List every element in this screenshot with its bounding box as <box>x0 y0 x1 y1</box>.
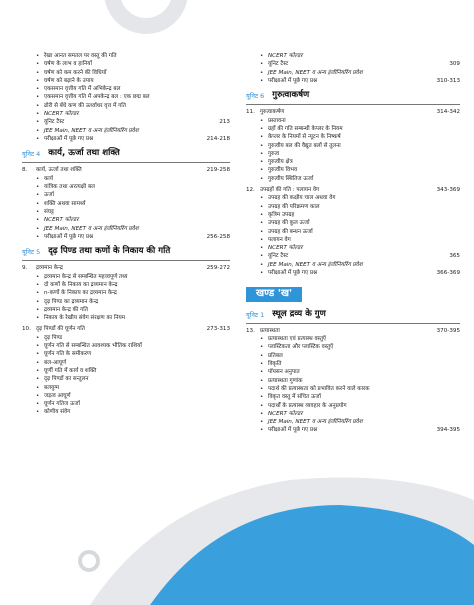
toc-item-text: ऊर्जा <box>44 192 54 199</box>
toc-item[interactable] <box>246 219 460 227</box>
toc-item[interactable] <box>246 133 460 141</box>
toc-item[interactable] <box>246 352 460 360</box>
bullet-icon: • <box>260 220 264 227</box>
bullet-icon: • <box>36 334 40 341</box>
bullet-icon: • <box>36 102 40 109</box>
toc-item-text: JEE Main, NEET व अन्य इंजीनियरिंग प्रवेश <box>268 419 363 426</box>
toc-item-text: उपग्रह की बन्धन ऊर्जा <box>268 228 313 235</box>
toc-item-text: घर्षण के लाभ व हानियाँ <box>44 61 92 68</box>
toc-item-text: उपग्रह की कुल ऊर्जा <box>268 220 310 227</box>
toc-item-text: NCERT फोल्डर <box>44 217 79 224</box>
toc-item-text: n-कणों के निकाय का द्रव्यमान केन्द्र <box>44 290 117 297</box>
chapter-items <box>246 335 460 435</box>
toc-item-text: NCERT फोल्डर <box>268 410 303 417</box>
chapter-number: 9. <box>22 265 28 272</box>
toc-item-text: परीक्षाओं में पूछे गए प्रश्न <box>268 427 318 434</box>
toc-item-text: परीक्षाओं में पूछे गए प्रश्न <box>44 233 94 240</box>
chapter-title: द्रव्यमान केन्द्र <box>36 265 63 272</box>
toc-item[interactable] <box>246 52 460 60</box>
bullet-icon: • <box>260 61 264 68</box>
top-arc-decoration <box>0 0 474 60</box>
chapter-items <box>22 175 230 241</box>
bullet-icon: • <box>36 200 40 207</box>
bullet-icon: • <box>36 367 40 374</box>
bullet-icon: • <box>36 77 40 84</box>
toc-item[interactable] <box>246 125 460 133</box>
bullet-icon: • <box>36 384 40 391</box>
toc-item-text: NCERT फोल्डर <box>268 245 303 252</box>
bullet-icon: • <box>36 94 40 101</box>
toc-item[interactable] <box>246 368 460 376</box>
folder-list <box>22 110 230 143</box>
unit-heading <box>22 148 230 159</box>
toc-item-text: JEE Main, NEET व अन्य इंजीनियरिंग प्रवेश <box>268 261 363 268</box>
unit-label: यूनिट 4 <box>22 150 41 159</box>
toc-item-text: दृढ़ पिण्डों का सन्तुलन <box>44 376 89 383</box>
chapter-row[interactable] <box>22 264 230 272</box>
toc-item-text: शक्ति अथवा सामर्थ्य <box>44 200 86 207</box>
toc-item[interactable] <box>246 418 460 426</box>
toc-item-text: पदार्थ की प्रत्यास्थता को प्रभावित करने वाले कारक <box>268 385 370 392</box>
toc-item-text: संघट्ट <box>44 208 54 215</box>
page-range: 256-258 <box>206 233 230 240</box>
bullet-icon: • <box>260 369 264 376</box>
page-range: 366-369 <box>436 270 460 277</box>
toc-item[interactable] <box>246 60 460 68</box>
toc-item-text: कृत्रिम उपग्रह <box>268 211 295 218</box>
bullet-icon: • <box>260 69 264 76</box>
toc-item-text: यूनिट टैस्ट <box>44 119 65 126</box>
bullet-icon: • <box>260 245 264 252</box>
toc-item[interactable] <box>22 60 230 68</box>
bullet-icon: • <box>260 203 264 210</box>
toc-item[interactable] <box>246 166 460 174</box>
toc-item-text: प्रतिबल <box>268 352 283 359</box>
toc-item[interactable] <box>22 233 230 241</box>
toc-item[interactable] <box>22 175 230 183</box>
chapter-items <box>246 117 460 183</box>
toc-item-text: जड़त्व आघूर्ण <box>44 392 71 399</box>
toc-item[interactable] <box>246 410 460 418</box>
toc-item[interactable] <box>22 69 230 77</box>
unit-label: यूनिट 1 <box>246 310 265 319</box>
toc-item-text: गुरुत्वीय विभव <box>268 167 298 174</box>
unit-label: यूनिट 6 <box>246 92 265 101</box>
toc-item[interactable] <box>22 52 230 60</box>
toc-item-text: यूनिट टैस्ट <box>268 61 289 68</box>
bullet-icon: • <box>260 385 264 392</box>
toc-item-text: विकृत वस्तु में संचित ऊर्जा <box>268 394 321 401</box>
page-range: 309 <box>449 61 460 68</box>
bullet-icon: • <box>260 344 264 351</box>
bullet-icon: • <box>36 192 40 199</box>
unit-title: दृढ़ पिण्ड तथा कणों के निकाय की गति <box>48 246 171 257</box>
chapter-number: 8. <box>22 167 28 174</box>
ring-decoration <box>80 552 98 570</box>
toc-item-text: उपग्रह की परिक्रमण काल <box>268 203 320 210</box>
toc-item[interactable] <box>22 135 230 143</box>
bullet-icon: • <box>36 127 40 134</box>
toc-item[interactable] <box>246 385 460 393</box>
toc-item-text: JEE Main, NEET व अन्य इंजीनियरिंग प्रवेश <box>44 127 139 134</box>
page-range: 214-218 <box>206 135 230 142</box>
toc-item[interactable] <box>22 359 230 367</box>
bullet-icon: • <box>260 410 264 417</box>
toc-item[interactable] <box>22 216 230 224</box>
bullet-icon: • <box>36 184 40 191</box>
unit-title: स्थूल द्रव्य के गुण <box>272 308 326 319</box>
bullet-icon: • <box>36 351 40 358</box>
toc-item-text: प्रस्तावना <box>268 117 286 124</box>
chapter-number: 11. <box>246 109 255 116</box>
toc-item-text: दृढ़ पिण्ड <box>44 334 63 341</box>
chapter-items <box>22 273 230 323</box>
bullet-icon: • <box>36 233 40 240</box>
divider <box>22 260 230 261</box>
page-range: 365 <box>449 253 460 260</box>
bullet-icon: • <box>36 359 40 366</box>
bullet-icon: • <box>260 117 264 124</box>
folder-list <box>246 52 460 85</box>
bullet-icon: • <box>260 228 264 235</box>
bullet-icon: • <box>260 402 264 409</box>
toc-item[interactable] <box>246 252 460 260</box>
chapter-row[interactable] <box>22 325 230 333</box>
bullet-icon: • <box>36 298 40 305</box>
toc-item[interactable] <box>246 261 460 269</box>
bullet-icon: • <box>260 53 264 59</box>
toc-item[interactable] <box>246 377 460 385</box>
bullet-icon: • <box>260 195 264 202</box>
toc-item-text: घूर्णन गति से सम्बन्धित आवश्यक भौतिक राशियाँ <box>44 343 142 350</box>
toc-item-text: JEE Main, NEET व अन्य इंजीनियरिंग प्रवेश <box>44 225 139 232</box>
unit-heading <box>246 90 460 101</box>
bullet-icon: • <box>260 175 264 182</box>
bullet-icon: • <box>36 290 40 297</box>
bullet-icon: • <box>260 261 264 268</box>
divider <box>246 323 460 324</box>
bullet-icon: • <box>36 401 40 408</box>
toc-item[interactable] <box>22 342 230 350</box>
bullet-icon: • <box>260 336 264 343</box>
toc-item[interactable] <box>22 298 230 306</box>
toc-item[interactable] <box>22 314 230 322</box>
toc-item[interactable] <box>22 384 230 392</box>
toc-item[interactable] <box>246 211 460 219</box>
toc-item-text: गुरुत्व <box>268 150 280 157</box>
bullet-icon: • <box>36 69 40 76</box>
bullet-icon: • <box>36 392 40 399</box>
grey-arc-shape <box>112 0 180 26</box>
toc-item-text: गुरुत्वीय स्थितिज ऊर्जा <box>268 175 314 182</box>
page-range: 219-258 <box>206 167 230 174</box>
bullet-icon: • <box>260 211 264 218</box>
toc-item-text: बल-आघूर्ण <box>44 359 67 366</box>
chapter-row[interactable] <box>22 166 230 174</box>
toc-item[interactable] <box>246 343 460 351</box>
toc-item-text: NCERT फोल्डर <box>44 111 79 118</box>
bullet-icon: • <box>36 135 40 142</box>
toc-item[interactable] <box>22 392 230 400</box>
toc-item[interactable] <box>246 77 460 85</box>
toc-item[interactable] <box>22 118 230 126</box>
bullet-icon: • <box>36 225 40 232</box>
bullet-icon: • <box>260 236 264 243</box>
toc-item[interactable] <box>246 150 460 158</box>
page-range: 259-272 <box>206 265 230 272</box>
toc-left-column <box>22 52 230 417</box>
bullet-icon: • <box>260 352 264 359</box>
toc-item[interactable] <box>22 350 230 358</box>
toc-item-text: निकाय के रेखीय संवेग संरक्षण का नियम <box>44 315 126 322</box>
toc-item[interactable] <box>246 142 460 150</box>
toc-item-text: उपग्रह की कक्षीय चाल अथवा वेग <box>268 195 336 202</box>
toc-item[interactable] <box>246 236 460 244</box>
bullet-icon: • <box>36 306 40 313</box>
toc-item-text: परीक्षाओं में पूछे गए प्रश्न <box>268 77 318 84</box>
toc-item-text: पदार्थों के प्रत्यास्थ व्यवहार के अनुप्रयोग <box>268 402 347 409</box>
toc-item[interactable] <box>22 127 230 135</box>
toc-item-text: घूर्णन गति के समीकरण <box>44 351 92 358</box>
bullet-icon: • <box>36 111 40 118</box>
light-wave-shape <box>90 478 474 605</box>
toc-item-text: घूर्णन गतिज ऊर्जा <box>44 401 80 408</box>
toc-item-text: घर्षण को कम करने की विधियाँ <box>44 69 107 76</box>
toc-item[interactable] <box>246 117 460 125</box>
toc-item-text: यूनिट टैस्ट <box>268 253 289 260</box>
page-range: 370-395 <box>436 327 460 334</box>
toc-item[interactable] <box>22 93 230 101</box>
toc-item-text: रेखा आनत समतल पर वस्तु की गति <box>44 53 117 59</box>
toc-item[interactable] <box>22 85 230 93</box>
toc-item[interactable] <box>246 69 460 77</box>
bullet-icon: • <box>260 253 264 260</box>
section-banner: खण्ड 'ख' <box>246 287 302 301</box>
chapter-row[interactable] <box>246 108 460 116</box>
bullet-icon: • <box>260 361 264 368</box>
page-range: 343-369 <box>436 187 460 194</box>
bullet-icon: • <box>36 315 40 322</box>
divider <box>246 104 460 105</box>
toc-item[interactable] <box>22 408 230 416</box>
bullet-icon: • <box>260 125 264 132</box>
toc-item[interactable] <box>246 335 460 343</box>
bullet-icon: • <box>36 281 40 288</box>
toc-item[interactable] <box>246 203 460 211</box>
bullet-icon: • <box>260 270 264 277</box>
toc-item[interactable] <box>22 208 230 216</box>
bullet-icon: • <box>36 86 40 93</box>
bullet-icon: • <box>36 53 40 59</box>
toc-item[interactable] <box>22 289 230 297</box>
toc-item[interactable] <box>22 225 230 233</box>
bullet-icon: • <box>36 273 40 280</box>
chapter-title: दृढ़ पिण्डों की घूर्णन गति <box>36 326 85 333</box>
toc-item-text: पॉयसन अनुपात <box>268 369 300 376</box>
toc-item-text: गुरुत्वीय बल की वैद्युत बलों से तुलना <box>268 142 341 149</box>
toc-right-column <box>246 52 460 435</box>
toc-item-text: कार्य <box>44 175 53 182</box>
unit-title: गुरुत्वाकर्षण <box>272 90 310 101</box>
unit-heading <box>246 309 460 320</box>
bullet-icon: • <box>260 134 264 141</box>
toc-item-text: घर्षण को बढ़ाने के उपाय <box>44 77 94 84</box>
toc-item-text: गुरुत्वीय क्षेत्र <box>268 159 293 166</box>
toc-item-text: यांत्रिक तथा अरत्यक्षी बल <box>44 184 95 191</box>
toc-item-text: प्रत्यास्थता गुणांक <box>268 377 303 384</box>
unit-label: यूनिट 5 <box>22 248 41 257</box>
toc-item-text: एकसमान वृत्तीय गति में अभिकेन्द्र बल <box>44 86 121 93</box>
toc-item-text: ढोरी से बँधे कण की ऊर्ध्वाधर वृत्त में गति <box>44 102 126 109</box>
bullet-list <box>22 52 230 110</box>
chapter-row[interactable] <box>246 327 460 335</box>
toc-item-text: पलायन वेग <box>268 236 291 243</box>
toc-item-text: द्रव्यमान केन्द्र की गति <box>44 306 88 313</box>
toc-item-text: NCERT फोल्डर <box>268 53 303 59</box>
page-range: 394-395 <box>436 427 460 434</box>
bullet-icon: • <box>260 142 264 149</box>
page-range: 213 <box>219 119 230 126</box>
bullet-icon: • <box>260 150 264 157</box>
toc-item-text: द्रव्यमान केन्द्र से सम्बन्धित महत्त्वपूर्ण तथ्य <box>44 273 128 280</box>
toc-item[interactable] <box>22 102 230 110</box>
chapter-number: 10. <box>22 326 31 333</box>
toc-item[interactable] <box>22 400 230 408</box>
page-range: 314-342 <box>436 109 460 116</box>
toc-item[interactable] <box>22 273 230 281</box>
toc-item[interactable] <box>22 375 230 383</box>
toc-item[interactable] <box>22 110 230 118</box>
toc-item-text: प्लास्टिकता और प्लास्टिक वस्तुएँ <box>268 344 334 351</box>
blue-wave-shape <box>150 505 474 605</box>
toc-item-text: परीक्षाओं में पूछे गए प्रश्न <box>44 135 94 142</box>
toc-item[interactable] <box>22 281 230 289</box>
unit-title: कार्य, ऊर्जा तथा शक्ति <box>48 148 120 159</box>
toc-item[interactable] <box>246 269 460 277</box>
toc-item[interactable] <box>22 183 230 191</box>
bullet-icon: • <box>36 376 40 383</box>
bullet-icon: • <box>260 394 264 401</box>
toc-item-text: JEE Main, NEET व अन्य इंजीनियरिंग प्रवेश <box>268 69 363 76</box>
bullet-icon: • <box>36 208 40 215</box>
toc-item-text: दृढ़ पिण्ड का द्रव्यमान केन्द्र <box>44 298 99 305</box>
bullet-icon: • <box>260 167 264 174</box>
toc-item-text: दो कणों के निकाय का द्रव्यमान केन्द्र <box>44 281 118 288</box>
unit-heading <box>22 246 230 257</box>
toc-item-text: केप्लर के नियमों से न्यूटन के निष्कर्ष <box>268 134 341 141</box>
toc-item-text: परीक्षाओं में पूछे गए प्रश्न <box>268 270 318 277</box>
bullet-icon: • <box>260 427 264 434</box>
chapter-row[interactable] <box>246 186 460 194</box>
toc-item-text: घूर्णी गति में कार्य व शक्ति <box>44 367 97 374</box>
bullet-icon: • <box>260 159 264 166</box>
bullet-icon: • <box>260 419 264 426</box>
chapter-number: 13. <box>246 327 255 334</box>
toc-item[interactable] <box>22 367 230 375</box>
toc-item[interactable] <box>22 200 230 208</box>
toc-item-text: प्रत्यास्थता एवं प्रत्यास्थ वस्तुएँ <box>268 336 327 343</box>
toc-item-text: कोणीय संवेग <box>44 409 71 416</box>
bullet-icon: • <box>36 119 40 126</box>
toc-item[interactable] <box>246 228 460 236</box>
toc-item[interactable] <box>246 393 460 401</box>
chapter-title: कार्य, ऊर्जा तथा शक्ति <box>36 167 82 174</box>
chapter-items <box>246 194 460 277</box>
chapter-title: गुरुत्वाकर्षण <box>260 109 285 116</box>
toc-item[interactable] <box>246 175 460 183</box>
bullet-icon: • <box>36 409 40 416</box>
toc-item-text: बलयुग्म <box>44 384 60 391</box>
bullet-icon: • <box>260 377 264 384</box>
bullet-icon: • <box>260 77 264 84</box>
divider <box>22 162 230 163</box>
chapter-items <box>22 334 230 417</box>
chapter-number: 12. <box>246 187 255 194</box>
toc-item[interactable] <box>22 191 230 199</box>
toc-item[interactable] <box>246 244 460 252</box>
toc-item-text: विकृति <box>268 361 282 368</box>
toc-item[interactable] <box>246 360 460 368</box>
toc-item[interactable] <box>246 426 460 434</box>
toc-item[interactable] <box>22 77 230 85</box>
toc-item[interactable] <box>22 334 230 342</box>
chapter-title: उपग्रहों की गति : पलायन वेग <box>260 187 320 194</box>
toc-item[interactable] <box>246 194 460 202</box>
toc-item[interactable] <box>22 306 230 314</box>
toc-item-text: एकसमान वृत्तीय गति में अपकेन्द्र बल : एक छद्म बल <box>44 94 150 101</box>
bullet-icon: • <box>36 175 40 182</box>
toc-item-text: ग्रहों की गति सम्बन्धी केप्लर के नियम <box>268 125 343 132</box>
toc-item[interactable] <box>246 402 460 410</box>
page-range: 273-313 <box>206 326 230 333</box>
chapter-title: प्रत्यास्थता <box>260 327 280 334</box>
toc-item[interactable] <box>246 158 460 166</box>
bullet-icon: • <box>36 343 40 350</box>
bullet-icon: • <box>36 61 40 68</box>
page-range: 310-313 <box>436 77 460 84</box>
bullet-icon: • <box>36 217 40 224</box>
